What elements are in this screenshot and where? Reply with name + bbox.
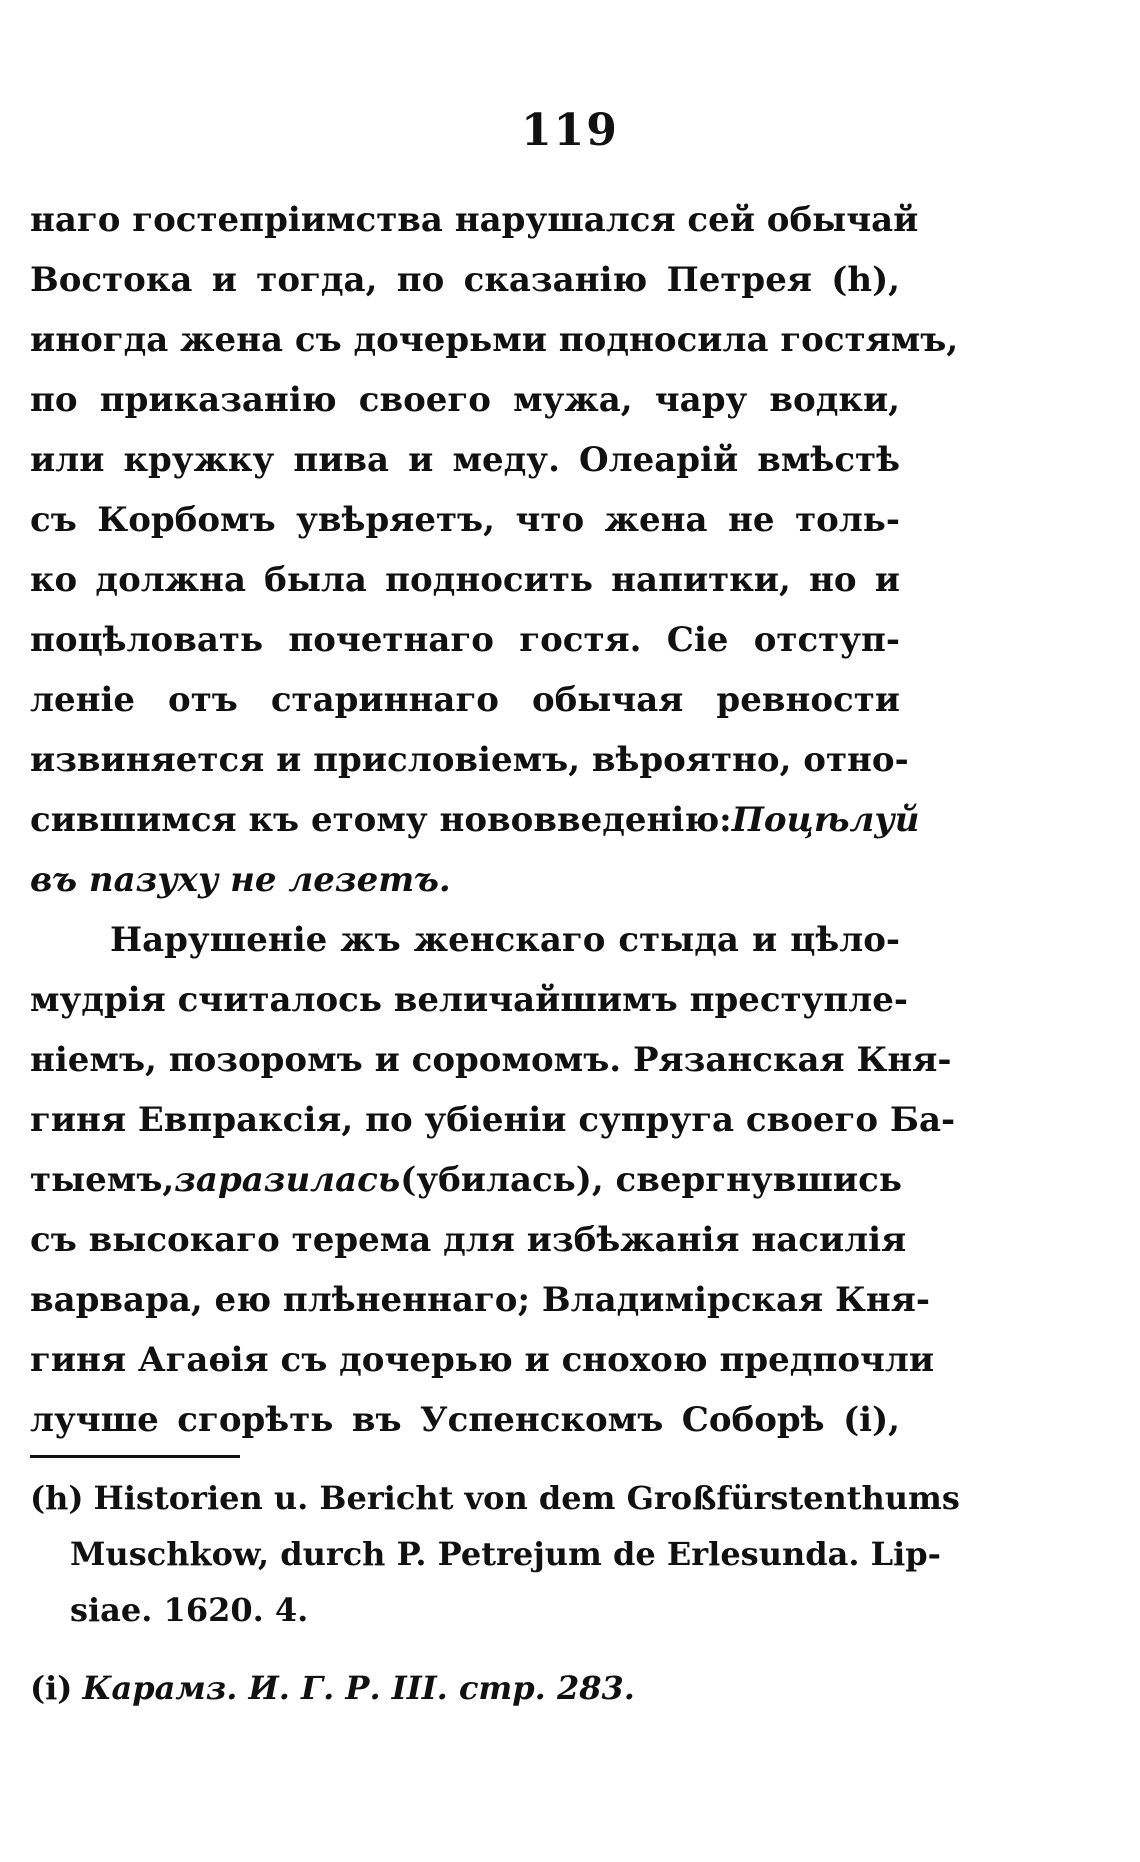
- text-line: леніе отъ стариннаго обычая ревности: [30, 680, 900, 720]
- text-line: гиня Агаѳія съ дочерью и снохою предпочли: [30, 1340, 935, 1380]
- text-line: тыемъ, заразилась (убилась), свергнувшись: [30, 1150, 900, 1210]
- text-line: ко должна была подносить напитки, но и: [30, 560, 900, 600]
- page-number: 119: [521, 105, 619, 156]
- proverb-start: Поцѣлуй: [731, 800, 920, 840]
- proverb-end: въ пазуху не лезетъ.: [30, 860, 451, 900]
- text-line: съ Корбомъ увѣряетъ, что жена не толь-: [30, 500, 900, 540]
- text-line: лучше сгорѣть въ Успенскомъ Соборѣ (i),: [30, 1400, 900, 1440]
- text-line: Востока и тогда, по сказанію Петрея (h),: [30, 260, 900, 300]
- text-line: поцѣловать почетнаго гостя. Сіе отступ-: [30, 620, 900, 660]
- text-line: или кружку пива и меду. Олеарій вмѣстѣ: [30, 440, 900, 480]
- text-line: мудрія считалось величайшимъ преступле-: [30, 980, 908, 1020]
- paragraph-start-line: Нарушеніе жъ женскаго стыда и цѣло-: [110, 920, 900, 960]
- text-line: извиняется и присловіемъ, вѣроятно, отно-: [30, 740, 909, 780]
- footnotes: [30, 1470, 960, 1716]
- text-line: гиня Евпраксія, по убіеніи супруга своего Ба-: [30, 1100, 956, 1140]
- text-line: ніемъ, позоромъ и соромомъ. Рязанская Кня-: [30, 1040, 952, 1080]
- footnote-i: (i) Карамз. И. Г. Р. III. стр. 283.: [30, 1669, 635, 1707]
- footnote-label: (h): [30, 1479, 84, 1517]
- text-line: варвара, ею плѣненнаго; Владимірская Кня-: [30, 1280, 931, 1320]
- footnote-h-cont: siae. 1620. 4.: [70, 1591, 309, 1629]
- text-line: [30, 850, 900, 910]
- text-line: иногда жена съ дочерьми подносила гостямъ,: [30, 320, 959, 360]
- footnote-h: (h) Historien u. Bericht von dem Großfürstenthums: [30, 1479, 960, 1517]
- italic-word: заразилась: [174, 1160, 401, 1200]
- main-text: [30, 190, 959, 1450]
- footnote-divider: [30, 1455, 240, 1458]
- text-line: по приказанію своего мужа, чару водки,: [30, 380, 900, 420]
- footnote-h-cont: Muschkow, durch P. Petrejum de Erlesunda. Lip-: [70, 1535, 941, 1573]
- text-line: сившимся къ етому нововведенію: Поцѣлуй: [30, 790, 900, 850]
- text-line: наго гостепріимства нарушался сей обычай: [30, 200, 919, 240]
- footnote-label: (i): [30, 1669, 73, 1707]
- text-line: съ высокаго терема для избѣжанія насилія: [30, 1220, 907, 1260]
